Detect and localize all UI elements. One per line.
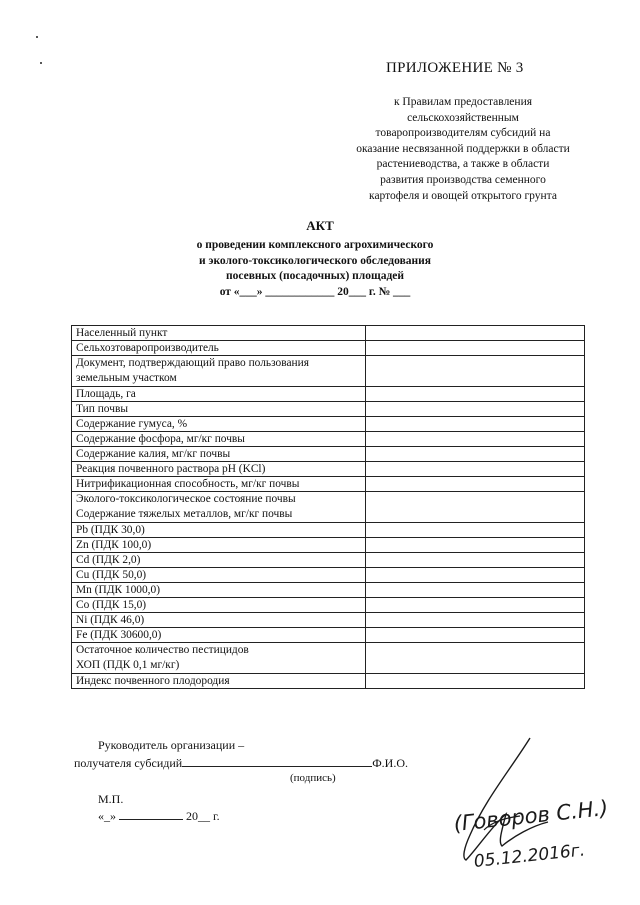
row-label — [72, 613, 366, 628]
appendix-note-line: оказание несвязанной поддержки в области — [356, 142, 570, 155]
row-label-line: Cd (ПДК 2,0) — [76, 554, 141, 566]
row-label-line: Остаточное количество пестицидов — [76, 644, 249, 656]
date-day: «_» — [98, 809, 116, 823]
row-label — [72, 568, 366, 583]
table-row — [72, 341, 585, 356]
row-label — [72, 432, 366, 447]
row-label-line: ХОП (ПДК 0,1 мг/кг) — [76, 659, 180, 671]
table-row — [72, 538, 585, 553]
table-row — [72, 432, 585, 447]
date-month-line — [119, 808, 183, 820]
table-row — [72, 356, 585, 387]
table-row — [72, 613, 585, 628]
row-label-line: Mn (ПДК 1000,0) — [76, 584, 161, 596]
row-value-cell[interactable] — [366, 674, 585, 689]
row-value-cell[interactable] — [366, 553, 585, 568]
row-label — [72, 447, 366, 462]
table-row — [72, 447, 585, 462]
row-label — [72, 643, 366, 674]
date-year: 20__ г. — [186, 809, 220, 823]
act-subtitle-line: посевных (посадочных) площадей — [225, 270, 404, 282]
appendix-note-line: растениеводства, а также в области — [376, 158, 550, 171]
row-label-line: Площадь, га — [76, 388, 136, 400]
row-value-cell[interactable] — [366, 598, 585, 613]
survey-table-body — [72, 326, 585, 689]
row-label-line: Co (ПДК 15,0) — [76, 599, 147, 611]
row-value-cell[interactable] — [366, 492, 585, 523]
row-label — [72, 492, 366, 523]
row-value-cell[interactable] — [366, 538, 585, 553]
act-subtitle-line: и эколого-токсикологического обследования — [198, 254, 432, 267]
row-value-cell[interactable] — [366, 583, 585, 598]
row-value-cell[interactable] — [366, 568, 585, 583]
table-row — [72, 674, 585, 689]
table-row — [72, 598, 585, 613]
row-value-cell[interactable] — [366, 613, 585, 628]
handwritten-date: 05.12.2016г. — [472, 840, 587, 872]
table-row — [72, 628, 585, 643]
row-label-line: Эколого-токсикологическое состояние почвы — [76, 493, 296, 505]
recipient-line — [74, 755, 408, 771]
row-label — [72, 462, 366, 477]
table-row — [72, 402, 585, 417]
row-label — [72, 674, 366, 689]
row-value-cell[interactable] — [366, 402, 585, 417]
act-title: АКТ — [306, 218, 334, 233]
act-subtitle — [150, 238, 480, 300]
row-label — [72, 553, 366, 568]
row-value-cell[interactable] — [366, 326, 585, 341]
table-row — [72, 477, 585, 492]
row-label — [72, 538, 366, 553]
row-label-line: Реакция почвенного раствора pH (KCl) — [76, 463, 266, 475]
handwritten-name: (Говоров С.Н.) — [452, 795, 610, 836]
row-label-line: Fe (ПДК 30600,0) — [76, 629, 162, 641]
appendix-note-line: картофеля и овощей открытого грунта — [369, 189, 557, 202]
row-label — [72, 598, 366, 613]
appendix-note-line: развития производства семенного — [380, 173, 546, 186]
row-label — [72, 387, 366, 402]
row-label — [72, 417, 366, 432]
podpis-label: (подпись) — [290, 772, 336, 784]
row-label-line: Содержание тяжелых металлов, мг/кг почвы — [76, 508, 293, 520]
row-label-line: Сельхозтоваропроизводитель — [76, 342, 219, 354]
appendix-note-line: сельскохозяйственным — [407, 111, 519, 124]
scan-dot — [36, 36, 38, 38]
row-label-line: Документ, подтверждающий право пользования — [76, 357, 309, 369]
row-value-cell[interactable] — [366, 462, 585, 477]
row-label — [72, 583, 366, 598]
table-row — [72, 583, 585, 598]
row-value-cell[interactable] — [366, 447, 585, 462]
row-label-line: Нитрификационная способность, мг/кг почвы — [76, 478, 300, 490]
table-row — [72, 462, 585, 477]
table-row — [72, 417, 585, 432]
survey-table — [71, 325, 585, 689]
row-value-cell[interactable] — [366, 356, 585, 387]
row-value-cell[interactable] — [366, 341, 585, 356]
row-value-cell[interactable] — [366, 432, 585, 447]
row-label — [72, 477, 366, 492]
row-label — [72, 356, 366, 387]
appendix-title: ПРИЛОЖЕНИЕ № 3 — [386, 60, 524, 76]
row-value-cell[interactable] — [366, 628, 585, 643]
signature-field-line — [182, 755, 372, 767]
row-label-line: земельным участком — [76, 372, 177, 384]
row-value-cell[interactable] — [366, 417, 585, 432]
appendix-note-line: к Правилам предоставления — [393, 96, 533, 108]
table-row — [72, 387, 585, 402]
appendix-note-line: товаропроизводителям субсидий на — [375, 127, 551, 140]
row-label-line: Населенный пункт — [76, 327, 168, 339]
table-row — [72, 523, 585, 538]
row-value-cell[interactable] — [366, 477, 585, 492]
row-label-line: Содержание гумуса, % — [76, 418, 188, 430]
row-label — [72, 326, 366, 341]
scan-dot — [40, 62, 42, 64]
signature-stroke — [464, 738, 548, 860]
row-value-cell[interactable] — [366, 523, 585, 538]
table-row — [72, 643, 585, 674]
row-label — [72, 628, 366, 643]
date-line — [98, 808, 220, 824]
table-row — [72, 492, 585, 523]
fio-label: Ф.И.О. — [372, 756, 409, 770]
row-label-line: Zn (ПДК 100,0) — [76, 539, 152, 551]
table-row — [72, 553, 585, 568]
row-label-line: Индекс почвенного плодородия — [76, 675, 230, 687]
act-subtitle-line: о проведении комплексного агрохимического — [196, 239, 434, 251]
row-label-line: Cu (ПДК 50,0) — [76, 569, 147, 581]
row-label-line: Pb (ПДК 30,0) — [76, 524, 145, 536]
row-label-line: Ni (ПДК 46,0) — [76, 614, 145, 626]
table-row — [72, 326, 585, 341]
row-label — [72, 402, 366, 417]
row-label-line: Содержание фосфора, мг/кг почвы — [76, 433, 245, 445]
director-label: Руководитель организации – — [98, 738, 245, 752]
row-value-cell[interactable] — [366, 643, 585, 674]
row-label — [72, 341, 366, 356]
act-subtitle-line: от «___» ____________ 20___ г. № ___ — [219, 285, 411, 298]
appendix-note — [318, 95, 608, 204]
mp-label: М.П. — [98, 792, 124, 806]
row-label — [72, 523, 366, 538]
row-label-line: Тип почвы — [76, 403, 128, 415]
table-row — [72, 568, 585, 583]
recipient-label: получателя субсидий — [74, 756, 183, 770]
row-value-cell[interactable] — [366, 387, 585, 402]
row-label-line: Содержание калия, мг/кг почвы — [76, 448, 231, 460]
